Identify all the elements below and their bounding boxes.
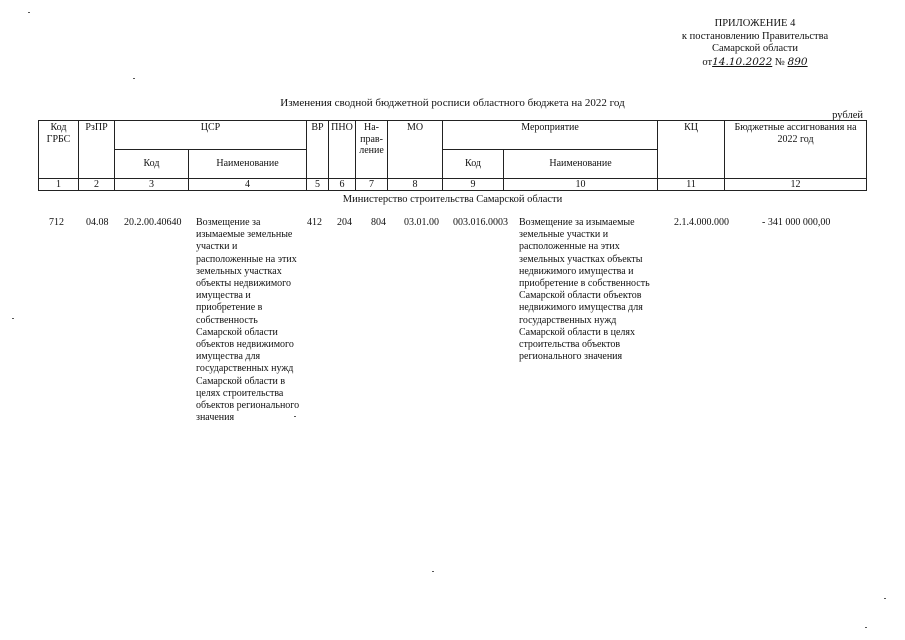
cell-mer-code: 003.016.0003: [453, 217, 508, 228]
scan-speck: [12, 318, 14, 319]
cell-napravlenie: 804: [371, 217, 386, 228]
appendix-title: ПРИЛОЖЕНИЕ 4: [714, 18, 796, 29]
header-mer-code: Код: [443, 150, 504, 179]
appendix-decree-line: к постановлению Правительства: [681, 30, 829, 42]
appendix-date-line: [640, 56, 870, 70]
header-rzpr: РзПР: [79, 121, 115, 179]
scan-speck: [884, 598, 886, 599]
column-number: 10: [504, 179, 658, 191]
scan-speck: [133, 78, 135, 79]
cell-mer-name: Возмещение за изымаемые земельные участки и расположенные на этих земельных участках объекты недвижимого имущества и приобретение в собственность Самарской области объектов недвижимого имущества для государственных нужд Самарской области в целях строительства объектов регионального значения: [519, 217, 650, 363]
header-csr-name: Наименование: [189, 150, 307, 179]
column-number: 1: [39, 179, 79, 191]
cell-csr-code: 20.2.00.40640: [124, 217, 182, 228]
cell-vr: 412: [307, 217, 322, 228]
header-grbs: Код ГРБС: [39, 121, 79, 179]
header-pno: ПНО: [329, 121, 356, 179]
column-number: 2: [79, 179, 115, 191]
cell-amount: - 341 000 000,00: [762, 217, 831, 228]
cell-pno: 204: [337, 217, 352, 228]
cell-mo: 03.01.00: [404, 217, 439, 228]
column-number: 3: [115, 179, 189, 191]
decree-date: 14.10.2022: [712, 55, 773, 68]
units-label: рублей: [832, 110, 863, 121]
header-vr: ВР: [307, 121, 329, 179]
column-number-row: [39, 179, 867, 191]
scan-speck: [28, 12, 30, 13]
scan-speck: [432, 571, 434, 572]
cell-kc: 2.1.4.000.000: [674, 217, 729, 228]
date-prefix: от: [702, 56, 713, 68]
column-number: 9: [443, 179, 504, 191]
header-mo: МО: [388, 121, 443, 179]
header-napravlenie: На-прав-ление: [356, 121, 388, 179]
document-title: Изменения сводной бюджетной росписи областного бюджета на 2022 год: [280, 97, 625, 109]
header-meropriyatie: Мероприятие: [443, 121, 658, 150]
cell-rzpr: 04.08: [86, 217, 109, 228]
number-prefix: №: [774, 56, 785, 68]
header-csr: ЦСР: [115, 121, 307, 150]
appendix-block: [640, 18, 870, 69]
cell-grbs: 712: [49, 217, 64, 228]
header-kc: КЦ: [658, 121, 725, 179]
ministry-heading: Министерство строительства Самарской области: [342, 194, 563, 205]
cell-csr-name: Возмещение за изымаемые земельные участки и расположенные на этих земельных участках объекты недвижимого имущества и приобретение в собственность Самарской области объектов недвижимого имущества для государственных нужд Самарской области в целях строительства объектов регионального значения: [196, 217, 300, 424]
appendix-region-line: Самарской области: [712, 43, 798, 54]
scan-speck: [865, 627, 867, 628]
header-mer-name: Наименование: [504, 150, 658, 179]
column-number: 7: [356, 179, 388, 191]
column-number: 5: [307, 179, 329, 191]
column-number: 11: [658, 179, 725, 191]
column-number: 6: [329, 179, 356, 191]
header-budget: Бюджетные ассигнования на 2022 год: [725, 121, 867, 179]
budget-table-header: [38, 120, 867, 191]
column-number: 12: [725, 179, 867, 191]
column-number: 8: [388, 179, 443, 191]
header-csr-code: Код: [115, 150, 189, 179]
decree-number: 890: [787, 55, 808, 68]
column-number: 4: [189, 179, 307, 191]
scan-speck: [294, 416, 296, 417]
